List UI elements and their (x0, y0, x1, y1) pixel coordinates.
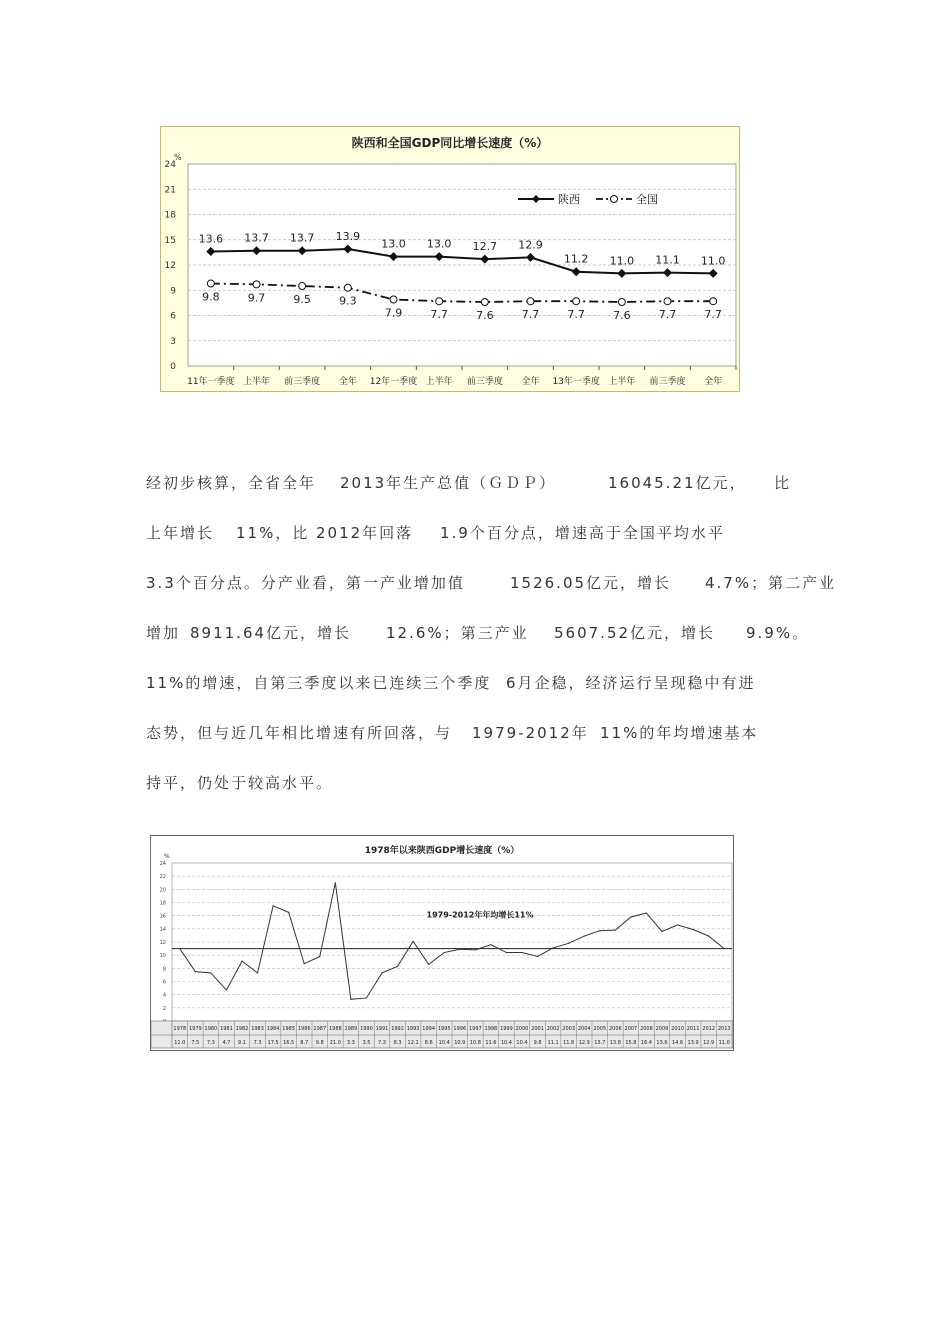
text-seg: 4.7%；第二产业 (705, 574, 837, 592)
data-point-gdp (553, 947, 554, 948)
x-tick-label: 1988 (328, 1026, 342, 1032)
x-tick-label: 1989 (344, 1026, 358, 1032)
table-value: 11.1 (547, 1040, 559, 1046)
data-label-shaanxi: 11.2 (563, 252, 589, 266)
data-point-gdp (335, 882, 336, 883)
x-tick-label: 1993 (406, 1026, 420, 1032)
text-seg: 持平，仍处于较高水平。 (146, 774, 334, 792)
data-point-gdp (210, 972, 211, 973)
text-seg: 11%的年均增速基本 (600, 724, 759, 742)
text-line-1 (0, 472, 950, 496)
data-label-shaanxi: 11.1 (655, 253, 680, 267)
text-line-3 (0, 572, 950, 596)
table-value: 10.9 (454, 1040, 466, 1046)
data-label-national: 7.7 (430, 308, 448, 322)
table-value: 13.8 (609, 1040, 621, 1046)
data-label-shaanxi: 13.7 (244, 231, 269, 245)
data-point-gdp (397, 966, 398, 967)
data-point-gdp (304, 963, 305, 964)
table-value: 11.0 (174, 1040, 186, 1046)
data-point-gdp (646, 912, 647, 913)
table-value: 12.9 (578, 1040, 590, 1046)
data-point-national (481, 299, 488, 306)
text-seg: 上年增长 (146, 524, 215, 542)
data-point-national (436, 298, 443, 305)
text-line-2 (0, 522, 950, 546)
y-tick-label: 12 (164, 261, 176, 271)
x-tick-label: 前三季度 (649, 377, 686, 387)
x-tick-label: 1986 (297, 1026, 311, 1032)
y-tick-label: 4 (162, 992, 166, 999)
x-tick-label: 1997 (468, 1026, 482, 1032)
table-value: 10.4 (516, 1040, 528, 1046)
x-tick-label: 1981 (220, 1026, 233, 1032)
text-seg: 3.3个百分点。分产业看，第一产业增加值 (146, 574, 465, 592)
x-tick-label: 12年一季度 (369, 377, 418, 387)
text-seg: 经初步核算，全省全年 (146, 474, 317, 492)
x-tick-label: 2006 (608, 1026, 622, 1032)
data-label-shaanxi: 13.0 (426, 237, 452, 251)
data-point-gdp (521, 952, 522, 953)
x-tick-label: 1992 (391, 1026, 404, 1032)
x-tick-label: 2013 (717, 1026, 731, 1032)
x-tick-label: 1987 (313, 1026, 327, 1032)
y-tick-label: 24 (164, 160, 176, 170)
data-point-national (390, 296, 397, 303)
table-value: 14.6 (671, 1040, 684, 1046)
data-point-gdp (506, 952, 507, 953)
x-tick-label: 1994 (422, 1026, 436, 1032)
y-tick-label: 0 (170, 362, 176, 372)
data-point-gdp (319, 956, 320, 957)
x-tick-label: 1980 (204, 1026, 218, 1032)
data-point-gdp (241, 960, 242, 961)
data-point-gdp (381, 972, 382, 973)
y-tick-label: 21 (164, 185, 176, 196)
data-point-gdp (537, 956, 538, 957)
x-tick-label: 全年 (338, 377, 357, 387)
data-label-national: 7.6 (613, 309, 631, 323)
x-tick-label: 1985 (282, 1026, 296, 1032)
text-seg: 增加 (146, 624, 181, 642)
table-value: 16.5 (283, 1040, 295, 1046)
data-point-gdp (459, 949, 460, 950)
text-seg: 态势，但与近几年相比增速有所回落，与 (146, 724, 453, 742)
legend-label-national: 全国 (636, 193, 658, 206)
table-value: 12.1 (407, 1040, 419, 1046)
data-label-national: 9.7 (247, 291, 266, 305)
data-point-national (710, 298, 717, 305)
table-value: 21.0 (329, 1040, 341, 1046)
text-line-7 (0, 772, 950, 796)
x-tick-label: 1991 (375, 1026, 389, 1032)
data-point-gdp (661, 931, 662, 932)
data-label-national: 9.3 (339, 294, 357, 308)
data-point-gdp (195, 971, 196, 972)
data-label-national: 7.7 (704, 308, 722, 322)
data-point-gdp (724, 948, 725, 949)
y-tick-label: 22 (159, 874, 166, 881)
table-value: 8.7 (300, 1040, 309, 1046)
data-point-gdp (599, 930, 600, 931)
y-tick-label: 9 (170, 286, 176, 297)
table-value: 11.6 (485, 1040, 497, 1046)
data-point-national (344, 284, 351, 291)
y-tick-label: 12 (159, 940, 166, 946)
legend-label-shaanxi: 陕西 (558, 193, 580, 206)
table-value: 7.3 (253, 1040, 262, 1046)
table-value: 10.8 (469, 1040, 481, 1046)
data-point-gdp (428, 964, 429, 965)
y-axis-unit: % (174, 153, 182, 162)
data-label-national: 9.5 (293, 293, 311, 307)
data-point-national (618, 299, 625, 306)
table-value: 13.6 (656, 1040, 668, 1046)
x-tick-label: 1995 (437, 1026, 451, 1032)
x-tick-label: 2011 (686, 1026, 700, 1032)
y-tick-label: 18 (159, 900, 166, 907)
text-seg: 16045.21亿元， (608, 474, 747, 492)
text-seg: 1526.05亿元，增长 (510, 574, 672, 592)
data-label-shaanxi: 13.0 (381, 237, 406, 251)
text-seg: 8911.64亿元，增长 (190, 624, 352, 642)
x-tick-label: 1999 (500, 1026, 513, 1032)
x-tick-label: 1978 (173, 1026, 187, 1032)
x-tick-label: 2004 (577, 1026, 591, 1032)
x-tick-label: 1982 (235, 1026, 249, 1032)
table-value: 15.8 (625, 1040, 637, 1046)
data-point-national (527, 298, 534, 305)
text-line-4 (0, 622, 950, 646)
x-tick-label: 全年 (704, 377, 723, 387)
table-value: 9.1 (238, 1040, 246, 1046)
x-tick-label: 2009 (655, 1026, 669, 1032)
table-value: 4.7 (222, 1040, 231, 1046)
x-tick-label: 2002 (546, 1026, 560, 1032)
table-value: 9.8 (533, 1040, 542, 1046)
text-seg: 5607.52亿元，增长 (554, 624, 716, 642)
data-point-gdp (490, 944, 491, 945)
shaanxi-gdp-since-1978-chart (150, 835, 734, 1051)
shaanxi-national-gdp-chart (160, 126, 740, 392)
data-label-national: 7.7 (658, 308, 677, 322)
x-tick-label: 1996 (453, 1026, 467, 1032)
data-label-shaanxi: 12.9 (518, 238, 543, 252)
data-point-national (664, 298, 671, 305)
y-tick-label: 20 (159, 887, 166, 894)
data-point-national (573, 298, 580, 305)
data-label-national: 9.8 (202, 290, 220, 304)
x-tick-label: 2003 (562, 1026, 576, 1032)
table-value: 8.3 (393, 1040, 402, 1046)
data-label-national: 7.6 (476, 309, 494, 323)
data-point-gdp (677, 924, 678, 925)
x-tick-label: 1984 (266, 1026, 280, 1032)
data-point-national (207, 280, 214, 287)
data-point-gdp (615, 930, 616, 931)
x-tick-label: 上半年 (425, 377, 453, 387)
table-value: 16.4 (640, 1040, 653, 1046)
x-tick-label: 13年一季度 (552, 377, 600, 387)
data-label-national: 7.7 (521, 308, 540, 322)
table-value: 8.6 (424, 1040, 433, 1046)
x-tick-label: 2012 (702, 1026, 716, 1032)
x-tick-label: 1979 (188, 1026, 202, 1032)
data-point-gdp (568, 943, 569, 944)
legend-marker-national (611, 196, 618, 203)
data-label-national: 7.7 (567, 308, 585, 322)
table-value: 10.4 (438, 1040, 450, 1046)
x-tick-label: 前三季度 (284, 377, 321, 387)
x-tick-label: 上半年 (242, 377, 271, 387)
data-point-national (299, 283, 306, 290)
table-value: 7.5 (191, 1040, 200, 1046)
data-label-shaanxi: 11.0 (700, 254, 726, 268)
table-value: 11.8 (563, 1040, 575, 1046)
data-point-gdp (584, 935, 585, 936)
y-tick-label: 10 (159, 953, 166, 960)
text-line-6 (0, 722, 950, 746)
text-seg: 12.6%；第三产业 (386, 624, 529, 642)
text-seg: 2012年回落 (316, 524, 414, 542)
table-value: 13.7 (594, 1040, 606, 1046)
data-point-gdp (475, 949, 476, 950)
text-seg: 比 (774, 474, 792, 492)
data-point-gdp (693, 929, 694, 930)
y-tick-label: 2 (162, 1005, 166, 1012)
data-label-shaanxi: 11.0 (609, 254, 635, 268)
y-tick-label: 3 (170, 336, 176, 347)
y-tick-label: 15 (164, 235, 176, 246)
x-tick-label: 全年 (521, 377, 540, 387)
x-tick-label: 1983 (251, 1026, 264, 1032)
text-seg: 11%，比 (236, 524, 310, 542)
data-point-gdp (350, 999, 351, 1000)
y-tick-label: 24 (159, 861, 166, 867)
y-axis-unit: % (164, 853, 170, 860)
data-point-national (253, 281, 260, 288)
data-label-shaanxi: 12.7 (472, 240, 498, 254)
chart-title: 陕西和全国GDP同比增长速度（%） (351, 136, 549, 150)
table-value: 7.3 (206, 1040, 215, 1046)
x-tick-label: 2008 (640, 1026, 653, 1032)
average-annotation: 1979-2012年年均增长11% (426, 910, 534, 920)
data-point-gdp (226, 989, 227, 990)
data-label-shaanxi: 13.6 (198, 232, 224, 246)
text-seg: 9.9%。 (746, 624, 810, 642)
data-point-gdp (366, 997, 367, 998)
data-point-gdp (444, 952, 445, 953)
x-tick-label: 1998 (484, 1026, 498, 1032)
x-tick-label: 上半年 (608, 377, 636, 387)
x-tick-label: 前三季度 (466, 377, 503, 387)
table-value: 7.3 (378, 1040, 386, 1046)
table-value: 17.5 (267, 1040, 279, 1046)
x-tick-label: 2010 (671, 1026, 684, 1032)
y-tick-label: 8 (162, 966, 166, 973)
text-seg: 1979-2012年 (472, 724, 589, 742)
y-tick-label: 6 (162, 979, 166, 986)
x-tick-label: 2007 (624, 1026, 638, 1032)
text-seg: 6月企稳，经济运行呈现稳中有进 (506, 674, 756, 692)
table-value: 11.0 (718, 1040, 730, 1046)
data-point-gdp (708, 935, 709, 936)
x-tick-label: 11年一季度 (187, 377, 235, 387)
data-point-gdp (630, 916, 631, 917)
data-point-gdp (257, 972, 258, 973)
text-seg: 11%的增速，自第三季度以来已连续三个季度 (146, 674, 492, 692)
text-seg: 2013年生产总值（ＧＤＰ） (340, 474, 557, 492)
data-point-gdp (273, 905, 274, 906)
text-seg: 1.9个百分点，增速高于全国平均水平 (440, 524, 725, 542)
x-tick-label: 2005 (593, 1026, 607, 1032)
y-tick-label: 14 (159, 926, 166, 933)
text-line-5 (0, 672, 950, 696)
table-value: 9.8 (315, 1040, 324, 1046)
chart-title: 1978年以来陕西GDP增长速度（%） (364, 846, 520, 856)
x-tick-label: 1990 (360, 1026, 373, 1032)
y-tick-label: 16 (159, 913, 166, 920)
data-point-gdp (413, 941, 414, 942)
y-tick-label: 18 (164, 210, 176, 221)
data-label-shaanxi: 13.9 (335, 230, 361, 244)
data-label-shaanxi: 13.7 (289, 231, 315, 245)
x-tick-label: 2000 (515, 1026, 529, 1032)
table-value: 3.5 (362, 1040, 371, 1046)
data-label-national: 7.9 (384, 306, 403, 320)
x-tick-label: 2001 (531, 1026, 544, 1032)
table-value: 3.3 (346, 1040, 355, 1046)
data-point-gdp (179, 948, 180, 949)
table-value: 13.9 (687, 1040, 699, 1046)
table-value: 12.9 (703, 1040, 715, 1046)
y-tick-label: 6 (170, 311, 176, 322)
data-point-gdp (288, 912, 289, 913)
table-value: 10.4 (500, 1040, 513, 1046)
